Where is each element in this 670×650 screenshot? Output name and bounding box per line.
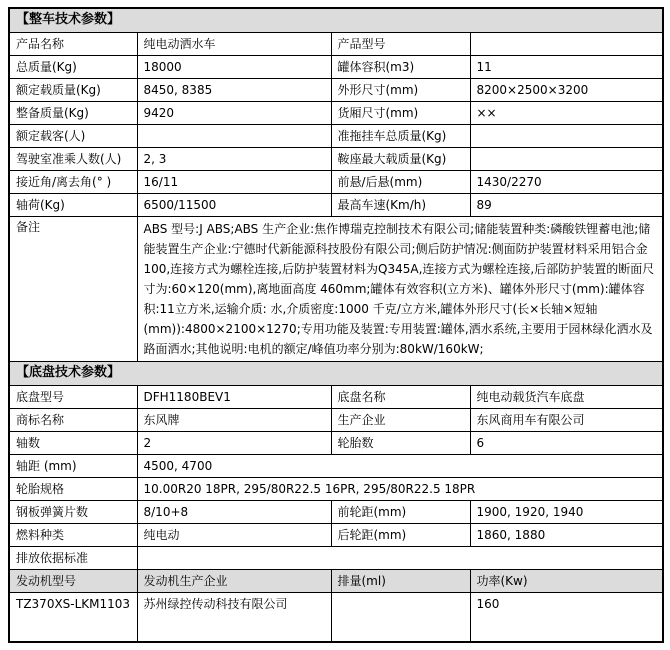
- row-label: 底盘型号: [9, 386, 137, 409]
- table-row: [9, 455, 663, 478]
- row-label: 钢板弹簧片数: [9, 501, 137, 524]
- row-value: 纯电动洒水车: [137, 33, 331, 56]
- row-value: DFH1180BEV1: [137, 386, 331, 409]
- engine-manufacturer: 苏州绿控传动科技有限公司: [137, 593, 331, 643]
- table-row: [9, 501, 663, 524]
- engine-header-row: [9, 570, 663, 593]
- table-row: [9, 386, 663, 409]
- row-value: 4500, 4700: [137, 455, 663, 478]
- row-value: 8/10+8: [137, 501, 331, 524]
- table-row: [9, 194, 663, 217]
- row-value: [137, 125, 331, 148]
- row-label: 鞍座最大载质量(Kg): [331, 148, 470, 171]
- row-value: 纯电动载货汽车底盘: [470, 386, 663, 409]
- table-row: [9, 56, 663, 79]
- table-row: [9, 171, 663, 194]
- table-row: [9, 148, 663, 171]
- row-value: 2: [137, 432, 331, 455]
- vehicle-spec-table: [8, 7, 664, 643]
- row-label: 后轮距(mm): [331, 524, 470, 547]
- row-label: 前轮距(mm): [331, 501, 470, 524]
- row-value: 6500/11500: [137, 194, 331, 217]
- table-row: [9, 524, 663, 547]
- row-label: 接近角/离去角(° ): [9, 171, 137, 194]
- row-label: 底盘名称: [331, 386, 470, 409]
- engine-displacement: [331, 593, 470, 643]
- row-value: 1430/2270: [470, 171, 663, 194]
- table-row: [9, 478, 663, 501]
- row-value: [470, 33, 663, 56]
- row-label: 商标名称: [9, 409, 137, 432]
- row-label: 准拖挂车总质量(Kg): [331, 125, 470, 148]
- row-label: 产品名称: [9, 33, 137, 56]
- row-value: 2, 3: [137, 148, 331, 171]
- remark-label: 备注: [9, 217, 137, 362]
- section-title-chassis: 【底盘技术参数】: [9, 362, 663, 386]
- row-label: 最高车速(Km/h): [331, 194, 470, 217]
- row-label: 燃料种类: [9, 524, 137, 547]
- engine-header: 功率(Kw): [470, 570, 663, 593]
- row-value: 89: [470, 194, 663, 217]
- row-value: [470, 148, 663, 171]
- row-value: 8450, 8385: [137, 79, 331, 102]
- section-title-whole-vehicle: 【整车技术参数】: [9, 8, 663, 33]
- row-label: 生产企业: [331, 409, 470, 432]
- row-value: ××: [470, 102, 663, 125]
- row-label: 罐体容积(m3): [331, 56, 470, 79]
- row-label: 前悬/后悬(mm): [331, 171, 470, 194]
- row-value: 8200×2500×3200: [470, 79, 663, 102]
- row-label: 总质量(Kg): [9, 56, 137, 79]
- row-value: 9420: [137, 102, 331, 125]
- row-value: 16/11: [137, 171, 331, 194]
- table-row: [9, 79, 663, 102]
- row-value: [137, 547, 663, 570]
- table-row: [9, 33, 663, 56]
- row-label: 外形尺寸(mm): [331, 79, 470, 102]
- row-label: 驾驶室准乘人数(人): [9, 148, 137, 171]
- table-row: [9, 432, 663, 455]
- row-label: 货厢尺寸(mm): [331, 102, 470, 125]
- engine-header: 发动机生产企业: [137, 570, 331, 593]
- row-label: 轴数: [9, 432, 137, 455]
- row-value: 11: [470, 56, 663, 79]
- row-label: 轴距 (mm): [9, 455, 137, 478]
- engine-model: TZ370XS-LKM1103: [9, 593, 137, 643]
- row-value: 10.00R20 18PR, 295/80R22.5 16PR, 295/80R22.5 18PR: [137, 478, 663, 501]
- row-label: 轮胎数: [331, 432, 470, 455]
- row-label: 额定载质量(Kg): [9, 79, 137, 102]
- row-label: 轴荷(Kg): [9, 194, 137, 217]
- row-label: 排放依据标准: [9, 547, 137, 570]
- engine-header: 排量(ml): [331, 570, 470, 593]
- engine-data-row: [9, 593, 663, 643]
- table-row: [9, 102, 663, 125]
- row-value: [470, 125, 663, 148]
- row-value: 东风商用车有限公司: [470, 409, 663, 432]
- row-value: 6: [470, 432, 663, 455]
- row-value: 18000: [137, 56, 331, 79]
- table-row: [9, 547, 663, 570]
- remark-text: ABS 型号:J ABS;ABS 生产企业:焦作博瑞克控制技术有限公司;储能装置种类:磷酸铁锂蓄电池;储能装置生产企业:宁德时代新能源科技股份有限公司;侧后防护情况:侧面防护装置材料采用铝合金100,连接方式为螺栓连接,后防护装置材料为Q345A,连接方式为螺栓连接,后部防护装置的断面尺寸为:60×120(mm),离地面高度 460mm;罐体有效容积(立方米)、罐体外形尺寸(mm):罐体容积:11立方米,运输介质: 水,介质密度:1000 千克/立方米,罐体外形尺寸(长×长轴×短轴(mm)):4800×2100×1270;专用功能及装置:专用装置:罐体,洒水系统,主要用于园林绿化洒水及路面洒水;其他说明:电机的额定/峰值功率分别为:80kW/160kW;: [137, 217, 663, 362]
- table-row: [9, 409, 663, 432]
- row-label: 产品型号: [331, 33, 470, 56]
- engine-header: 发动机型号: [9, 570, 137, 593]
- row-label: 轮胎规格: [9, 478, 137, 501]
- row-label: 整备质量(Kg): [9, 102, 137, 125]
- row-value: 1900, 1920, 1940: [470, 501, 663, 524]
- row-label: 额定载客(人): [9, 125, 137, 148]
- row-value: 东风牌: [137, 409, 331, 432]
- section-header-whole-vehicle: [9, 8, 663, 33]
- section-header-chassis: [9, 362, 663, 386]
- row-value: 纯电动: [137, 524, 331, 547]
- engine-power: 160: [470, 593, 663, 643]
- remark-row: [9, 217, 663, 362]
- row-value: 1860, 1880: [470, 524, 663, 547]
- table-row: [9, 125, 663, 148]
